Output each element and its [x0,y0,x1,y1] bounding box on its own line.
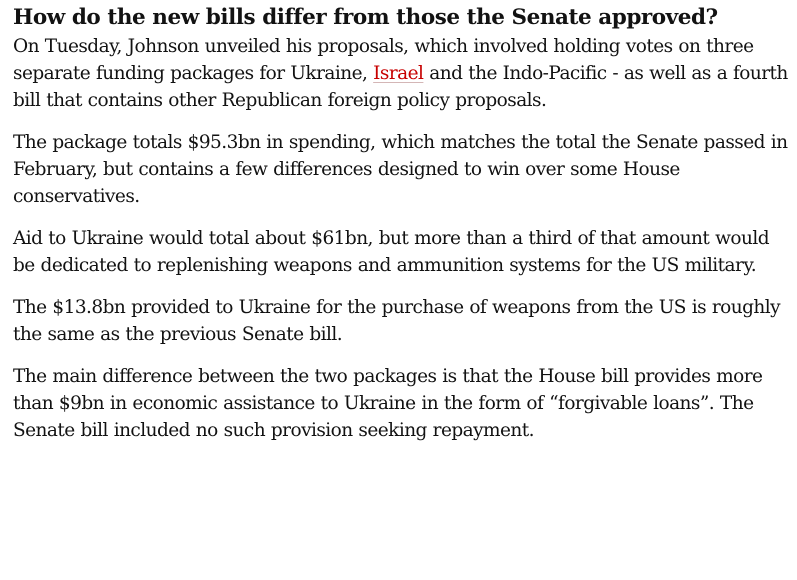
paragraph-3: Aid to Ukraine would total about $61bn, but more than a third of that amount would be dedicated to replenishing weapons and ammunition systems for the US military. [13,228,770,276]
paragraph-5: The main difference between the two packages is that the House bill provides more than $9bn in economic assistance to Ukraine in the form of “forgivable loans”. The Senate bill included no such provision seeking repayment. [13,366,763,441]
section-heading: How do the new bills differ from those the Senate approved? [13,5,718,30]
israel-link[interactable]: Israel [373,63,424,84]
paragraph-1-text-after: and the Indo-Pacific - as well as a fourth bill that contains other Republican foreign policy proposals. [13,63,788,111]
paragraph-4: The $13.8bn provided to Ukraine for the purchase of weapons from the US is roughly the same as the previous Senate bill. [13,297,781,345]
paragraph-2: The package totals $95.3bn in spending, which matches the total the Senate passed in February, but contains a few differences designed to win over some House conservatives. [13,132,788,207]
paragraph-1-text-before: On Tuesday, Johnson unveiled his proposals, which involved holding votes on three separate funding packages for Ukraine, [13,36,754,84]
paragraph-1 [13,33,793,114]
article-body [13,3,793,459]
